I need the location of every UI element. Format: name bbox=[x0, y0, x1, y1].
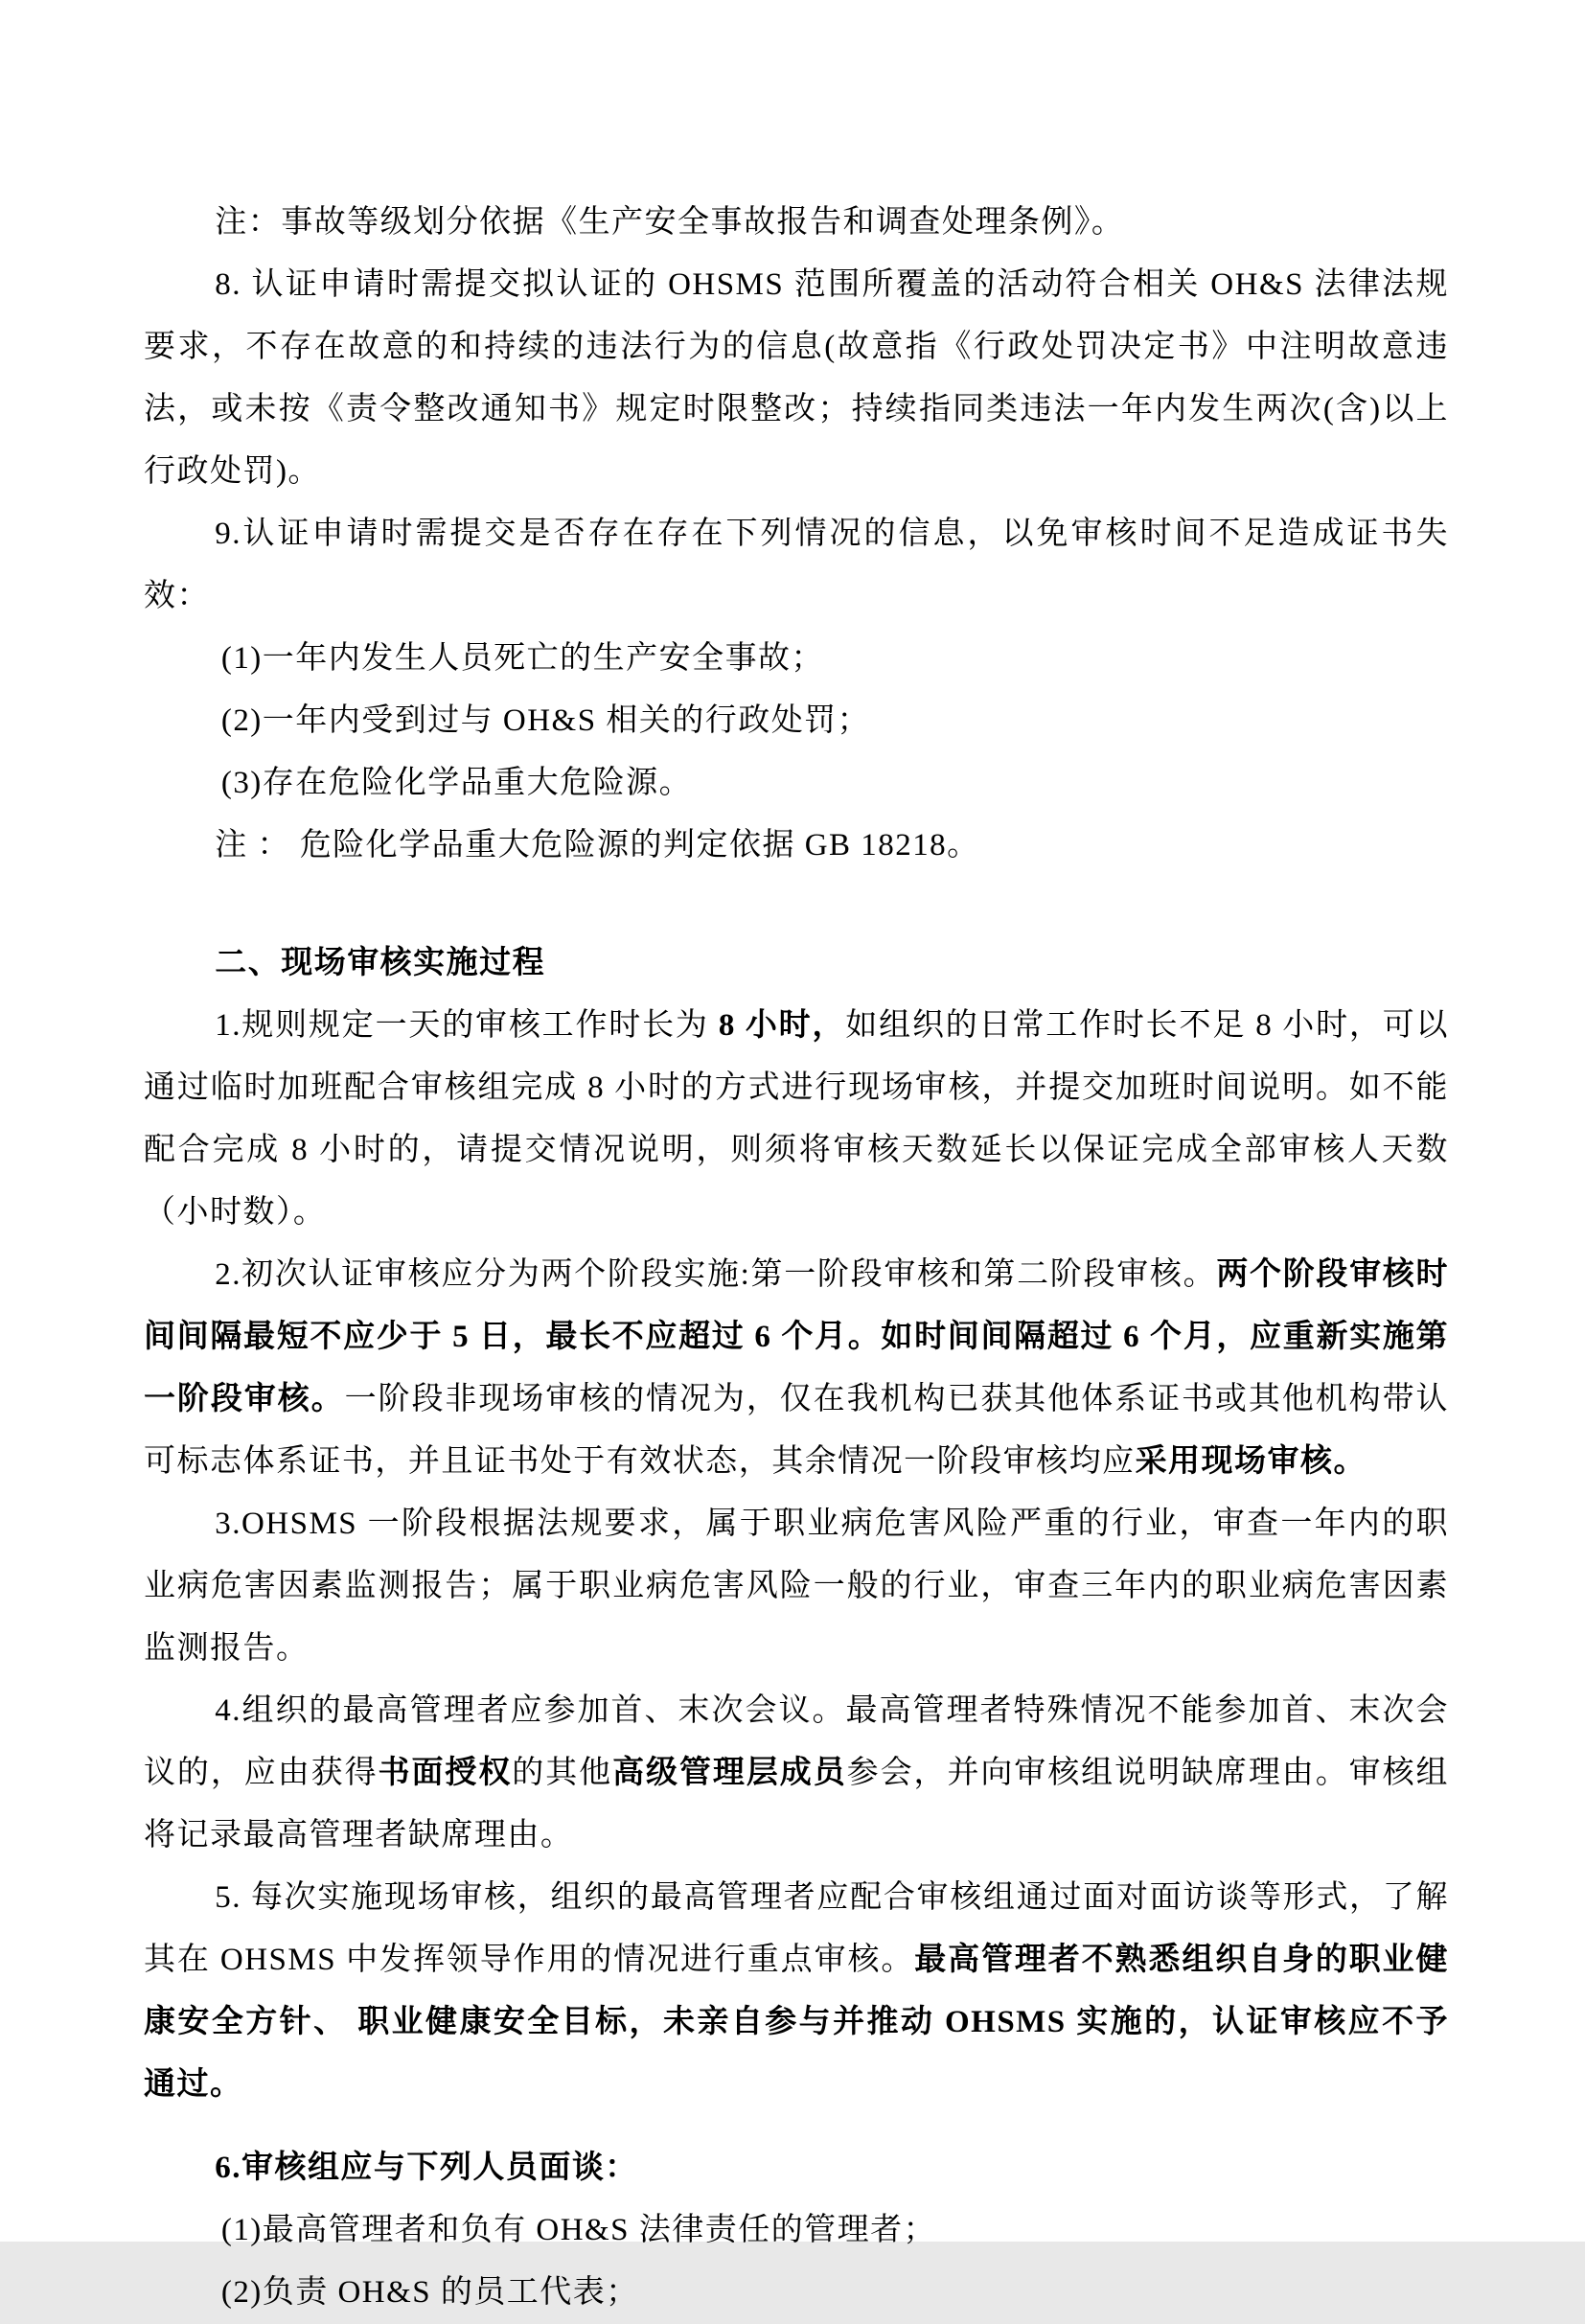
item-8 bbox=[144, 254, 1449, 503]
text-run-bold: 两个阶段审核时间间隔最短不应少于 5 日，最长不应超过 6 个月。如时间间隔超过 6 个月，应重新实施第一阶段审核。 bbox=[144, 1257, 1449, 1416]
text-run: 注：事故等级划分依据《生产安全事故报告和调查处理条例》。 bbox=[215, 205, 1125, 240]
text-run-bold: 6.审核组应与下列人员面谈： bbox=[215, 2151, 638, 2185]
text-run-bold: 高级管理层成员 bbox=[612, 1756, 847, 1790]
text-run: 一阶段非现场审核的情况为，仅在我机构已获其他体系证书或其他机构带认可标志体系证书，并且证书处于有效状态，其余情况一阶段审核均应 bbox=[144, 1382, 1449, 1479]
item-1-audit-hours bbox=[144, 995, 1449, 1244]
text-run: 3.OHSMS 一阶段根据法规要求，属于职业病危害风险严重的行业，审查一年内的职业病危害因素监测报告；属于职业病危害风险一般的行业，审查三年内的职业病危害因素监测报告。 bbox=[144, 1507, 1449, 1666]
section-2-heading bbox=[144, 932, 1449, 995]
item-6-interview-list bbox=[144, 2137, 1449, 2199]
note-major-hazard bbox=[144, 815, 1449, 877]
document-body bbox=[144, 192, 1450, 2310]
item-9-sub-2 bbox=[144, 690, 1449, 752]
text-run-bold: 二、现场审核实施过程 bbox=[215, 946, 546, 980]
text-run: 2.初次认证审核应分为两个阶段实施:第一阶段审核和第二阶段审核。 bbox=[215, 1257, 1217, 1292]
item-2-two-stages bbox=[144, 1244, 1449, 1493]
text-run-bold: 书面授权 bbox=[378, 1756, 513, 1790]
text-run: 参会，并向审核组说明缺席理由。审核组将记录最高管理者缺席理由。 bbox=[144, 1756, 1449, 1852]
text-run: 注 ： 危险化学品重大危险源的判定依据 GB 18218。 bbox=[215, 828, 980, 863]
text-run: 5. 每次实施现场审核，组织的最高管理者应配合审核组通过面对面访谈等形式，了解其在 OHSMS 中发挥领导作用的情况进行重点审核。 bbox=[144, 1880, 1449, 1977]
text-run: 9.认证申请时需提交是否存在存在下列情况的信息，以免审核时间不足造成证书失效： bbox=[144, 517, 1449, 613]
text-run-bold: 8 小时， bbox=[718, 1008, 846, 1043]
item-3-ohsms-stage1 bbox=[144, 1493, 1449, 1680]
text-run: (1)最高管理者和负有 OH&S 法律责任的管理者； bbox=[220, 2213, 937, 2247]
text-run: (2)一年内受到过与 OH&S 相关的行政处罚； bbox=[220, 703, 871, 738]
item-9 bbox=[144, 503, 1449, 628]
text-run: (3)存在危险化学品重大危险源。 bbox=[220, 766, 693, 800]
text-run: 8. 认证申请时需提交拟认证的 OHSMS 范围所覆盖的活动符合相关 OH&S 法律法规要求，不存在故意的和持续的违法行为的信息(故意指《行政处罚决定书》中注明故意违法，或未按《责令整改通知书》规定时限整改；持续指同类违法一年内发生两次(含)以上行政处罚)。 bbox=[144, 267, 1449, 489]
note-incident-grade bbox=[144, 192, 1449, 254]
item-6-sub-1 bbox=[144, 2199, 1449, 2262]
item-4-top-management-meetings bbox=[144, 1680, 1449, 1867]
text-run: (2)负责 OH&S 的员工代表； bbox=[220, 2275, 639, 2310]
item-6-sub-2 bbox=[144, 2262, 1449, 2324]
item-9-sub-1 bbox=[144, 628, 1449, 690]
text-run: 1.规则规定一天的审核工作时长为 bbox=[215, 1008, 719, 1043]
item-9-sub-3 bbox=[144, 752, 1449, 815]
text-run: (1)一年内发生人员死亡的生产安全事故； bbox=[220, 641, 825, 676]
text-run: 4.组织的最高管理者应参加首、末次会议。最高管理者特殊情况不能参加首、末次会议的，应由获得 bbox=[144, 1693, 1449, 1790]
item-5-leadership-interview bbox=[144, 1867, 1449, 2116]
text-run: 的其他 bbox=[512, 1756, 613, 1790]
text-run-bold: 采用现场审核。 bbox=[1135, 1444, 1367, 1479]
text-run: 如组织的日常工作时长不足 8 小时，可以通过临时加班配合审核组完成 8 小时的方式进行现场审核，并提交加班时间说明。如不能配合完成 8 小时的，请提交情况说明，则须将审核天数延长以保证完成全部审核人天数（小时数）。 bbox=[144, 1008, 1450, 1230]
text-run-bold: 最高管理者不熟悉组织自身的职业健康安全方针、 职业健康安全目标，未亲自参与并推动 OHSMS 实施的，认证审核应不予通过。 bbox=[144, 1943, 1449, 2102]
